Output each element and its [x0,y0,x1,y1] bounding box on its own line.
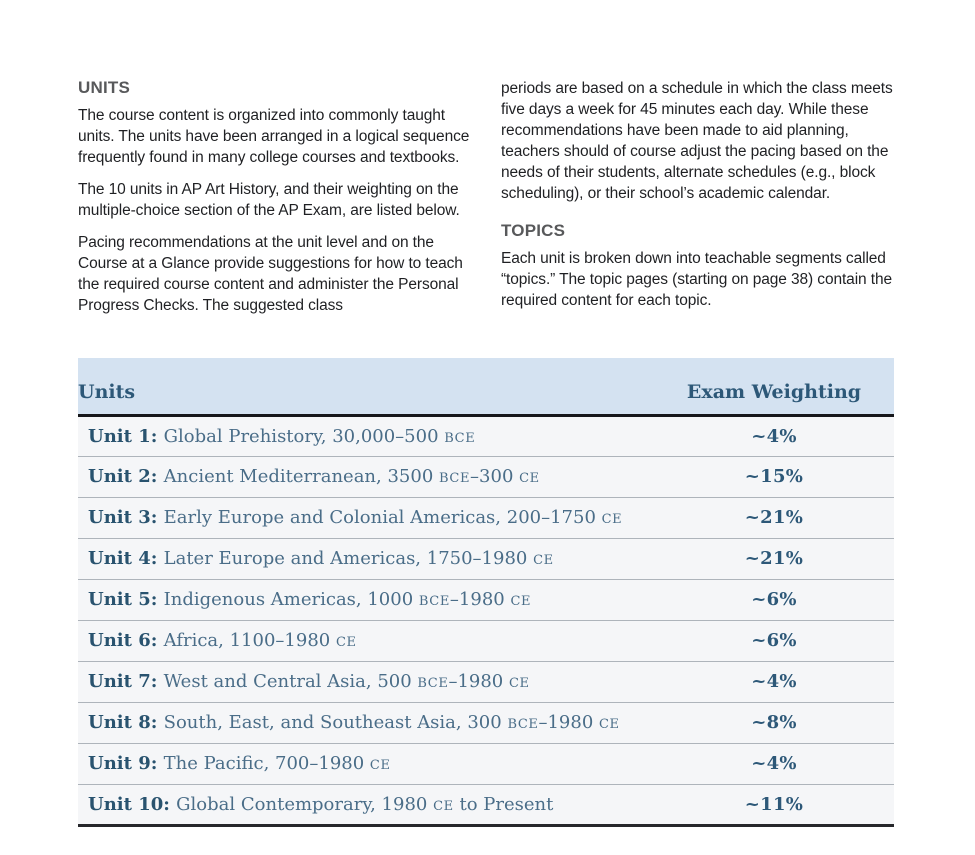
table-row [78,415,894,456]
table-row [78,743,894,784]
weighting-cell: ~6% [654,579,894,620]
unit-label: Unit 1: [88,425,164,447]
units-table-body [78,415,894,825]
weighting-cell: ~4% [654,743,894,784]
table-row [78,497,894,538]
units-table-head [78,358,894,415]
unit-title: Africa, 1100–1980 CE [163,630,357,651]
era-smallcaps: CE [519,471,540,486]
units-paragraph-continued: periods are based on a schedule in which the class meets five days a week for 45 minutes each day. While these recommendations have been made to aid planning, teachers should of course adjust the pacing based on the needs of their students, alternate schedules (e.g., block scheduling), or their school’s academic calendar. [501,80,893,202]
era-smallcaps: CE [533,553,554,568]
unit-title: South, East, and Southeast Asia, 300 BCE–1980 CE [163,712,620,733]
intro-columns [78,78,894,358]
weighting-cell: ~21% [654,538,894,579]
unit-title: Early Europe and Colonial Americas, 200–1750 CE [163,507,623,528]
era-smallcaps: CE [335,635,357,650]
unit-title: Global Contemporary, 1980 CE to Present [176,793,554,815]
topics-section-heading: TOPICS [501,221,566,240]
weighting-cell: ~4% [654,661,894,702]
units-section-heading: UNITS [78,78,130,97]
units-paragraph-2: The 10 units in AP Art History, and their weighting on the multiple-choice section of the AP Exam, are listed below. [78,181,460,219]
weighting-cell: ~6% [654,620,894,661]
unit-label: Unit 8: [88,712,164,733]
era-smallcaps: CE [369,758,391,773]
table-row [78,702,894,743]
unit-label: Unit 7: [88,671,164,692]
table-row [78,456,894,497]
unit-title: Ancient Mediterranean, 3500 BCE–300 CE [163,466,540,487]
table-row [78,661,894,702]
units-paragraph-1: The course content is organized into commonly taught units. The units have been arranged in a logical sequence frequently found in many college courses and textbooks. [78,107,470,166]
unit-cell [78,661,654,702]
unit-cell [78,743,654,784]
units-column-header: Units [78,358,654,415]
topics-paragraph: Each unit is broken down into teachable segments called “topics.” The topic pages (starting on page 38) contain the required content for each topic. [501,250,893,309]
left-column [78,78,471,358]
unit-cell [78,784,654,825]
era-smallcaps: CE [601,512,623,527]
unit-title: Global Prehistory, 30,000–500 BCE [163,425,476,447]
units-table [78,358,894,827]
weighting-cell: ~8% [654,702,894,743]
weighting-cell: ~21% [654,497,894,538]
unit-title: West and Central Asia, 500 BCE–1980 CE [163,671,530,692]
era-smallcaps: BCE [418,594,450,609]
era-smallcaps: BCE [507,717,539,732]
weighting-cell: ~11% [654,784,894,825]
unit-label: Unit 2: [88,466,164,487]
table-row [78,620,894,661]
table-header-row [78,358,894,415]
era-smallcaps: CE [508,676,530,691]
unit-title: The Pacific, 700–1980 CE [163,753,391,774]
era-smallcaps: BCE [417,676,449,691]
unit-cell [78,538,654,579]
unit-label: Unit 9: [88,753,164,774]
unit-cell [78,702,654,743]
exam-weighting-column-header: Exam Weighting [654,358,894,415]
unit-label: Unit 3: [88,507,164,528]
unit-title: Later Europe and Americas, 1750–1980 CE [163,548,554,569]
unit-cell [78,415,654,456]
unit-title: Indigenous Americas, 1000 BCE–1980 CE [163,589,532,610]
unit-label: Unit 5: [88,589,164,610]
era-smallcaps: CE [510,594,532,609]
table-row [78,579,894,620]
weighting-cell: ~15% [654,456,894,497]
unit-cell [78,620,654,661]
unit-cell [78,456,654,497]
right-column [501,78,894,358]
units-paragraph-3: Pacing recommendations at the unit level and on the Course at a Glance provide suggestions for how to teach the required course content and administer the Personal Progress Checks. The suggested class [78,234,463,314]
unit-label: Unit 10: [88,793,177,815]
weighting-cell: ~4% [654,415,894,456]
era-smallcaps: BCE [444,430,476,446]
table-row [78,538,894,579]
era-smallcaps: CE [433,798,454,814]
era-smallcaps: BCE [439,471,471,486]
era-smallcaps: CE [599,717,620,732]
unit-label: Unit 4: [88,548,164,569]
unit-cell [78,497,654,538]
table-row [78,784,894,825]
unit-label: Unit 6: [88,630,164,651]
unit-cell [78,579,654,620]
page-content [78,78,894,827]
